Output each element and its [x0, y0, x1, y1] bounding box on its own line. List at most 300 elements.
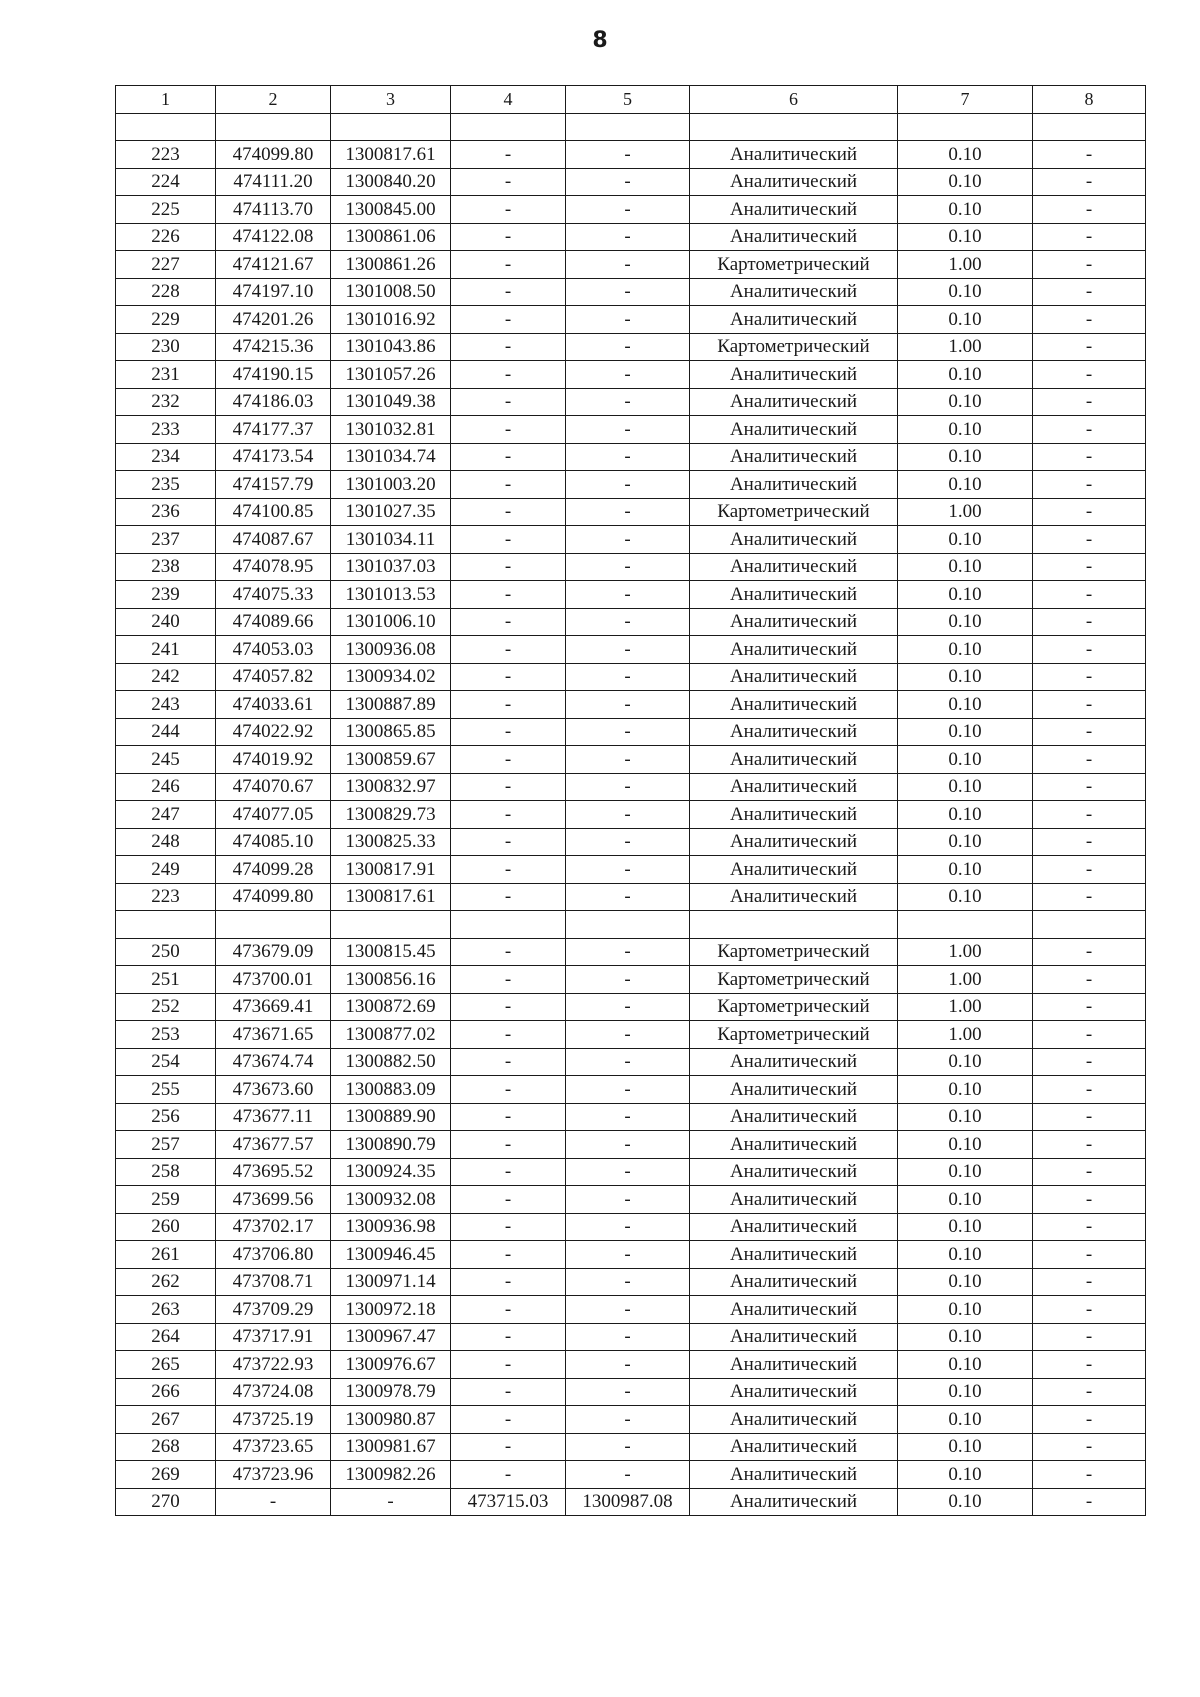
new-y-coordinate-cell: -: [566, 526, 690, 554]
accuracy-cell: 0.10: [898, 1076, 1033, 1104]
point-number-cell: 259: [116, 1186, 216, 1214]
point-number-cell: 256: [116, 1103, 216, 1131]
y-coordinate-cell: 1300946.45: [331, 1241, 451, 1269]
new-x-coordinate-cell: -: [451, 801, 566, 829]
accuracy-cell: 0.10: [898, 1186, 1033, 1214]
new-x-coordinate-cell: -: [451, 306, 566, 334]
new-x-coordinate-cell: -: [451, 1213, 566, 1241]
note-cell: -: [1033, 993, 1146, 1021]
note-cell: -: [1033, 883, 1146, 911]
column-header: 2: [216, 86, 331, 114]
x-coordinate-cell: 473674.74: [216, 1048, 331, 1076]
new-y-coordinate-cell: -: [566, 718, 690, 746]
point-number-cell: 235: [116, 471, 216, 499]
point-number-cell: 249: [116, 856, 216, 884]
x-coordinate-cell: 474077.05: [216, 801, 331, 829]
accuracy-cell: [898, 113, 1033, 141]
y-coordinate-cell: 1300845.00: [331, 196, 451, 224]
new-y-coordinate-cell: -: [566, 1186, 690, 1214]
new-x-coordinate-cell: -: [451, 196, 566, 224]
note-cell: -: [1033, 828, 1146, 856]
x-coordinate-cell: 474075.33: [216, 581, 331, 609]
y-coordinate-cell: 1300861.06: [331, 223, 451, 251]
method-cell: Аналитический: [690, 746, 898, 774]
new-x-coordinate-cell: -: [451, 1021, 566, 1049]
point-number-cell: 267: [116, 1406, 216, 1434]
y-coordinate-cell: [331, 911, 451, 939]
point-number-cell: 262: [116, 1268, 216, 1296]
method-cell: Аналитический: [690, 773, 898, 801]
new-x-coordinate-cell: -: [451, 663, 566, 691]
new-x-coordinate-cell: [451, 911, 566, 939]
new-x-coordinate-cell: -: [451, 828, 566, 856]
new-x-coordinate-cell: -: [451, 1296, 566, 1324]
y-coordinate-cell: 1300882.50: [331, 1048, 451, 1076]
new-y-coordinate-cell: -: [566, 1461, 690, 1489]
method-cell: Аналитический: [690, 801, 898, 829]
point-number-cell: 263: [116, 1296, 216, 1324]
new-x-coordinate-cell: -: [451, 581, 566, 609]
method-cell: Аналитический: [690, 663, 898, 691]
method-cell: Картометрический: [690, 993, 898, 1021]
new-y-coordinate-cell: -: [566, 388, 690, 416]
method-cell: Картометрический: [690, 966, 898, 994]
new-y-coordinate-cell: 1300987.08: [566, 1488, 690, 1516]
note-cell: -: [1033, 938, 1146, 966]
new-x-coordinate-cell: 473715.03: [451, 1488, 566, 1516]
new-x-coordinate-cell: -: [451, 1351, 566, 1379]
note-cell: -: [1033, 1076, 1146, 1104]
note-cell: -: [1033, 608, 1146, 636]
table-row: [116, 773, 1146, 801]
point-number-cell: 270: [116, 1488, 216, 1516]
method-cell: Картометрический: [690, 498, 898, 526]
table-row: [116, 361, 1146, 389]
new-x-coordinate-cell: -: [451, 1131, 566, 1159]
new-y-coordinate-cell: -: [566, 196, 690, 224]
note-cell: -: [1033, 691, 1146, 719]
accuracy-cell: 0.10: [898, 1268, 1033, 1296]
method-cell: Аналитический: [690, 1296, 898, 1324]
new-y-coordinate-cell: -: [566, 361, 690, 389]
y-coordinate-cell: 1300981.67: [331, 1433, 451, 1461]
y-coordinate-cell: 1300971.14: [331, 1268, 451, 1296]
new-x-coordinate-cell: -: [451, 691, 566, 719]
new-x-coordinate-cell: -: [451, 1433, 566, 1461]
table-row: [116, 1241, 1146, 1269]
method-cell: Картометрический: [690, 251, 898, 279]
new-y-coordinate-cell: [566, 911, 690, 939]
new-x-coordinate-cell: -: [451, 471, 566, 499]
new-y-coordinate-cell: -: [566, 416, 690, 444]
accuracy-cell: 0.10: [898, 1433, 1033, 1461]
accuracy-cell: 0.10: [898, 581, 1033, 609]
y-coordinate-cell: 1300817.61: [331, 883, 451, 911]
table-row: [116, 1433, 1146, 1461]
new-y-coordinate-cell: -: [566, 1268, 690, 1296]
new-x-coordinate-cell: -: [451, 141, 566, 169]
x-coordinate-cell: 474190.15: [216, 361, 331, 389]
table-row: [116, 1131, 1146, 1159]
column-header: 5: [566, 86, 690, 114]
x-coordinate-cell: 473708.71: [216, 1268, 331, 1296]
point-number-cell: 226: [116, 223, 216, 251]
table-body: [116, 113, 1146, 1516]
point-number-cell: 225: [116, 196, 216, 224]
accuracy-cell: 1.00: [898, 993, 1033, 1021]
new-x-coordinate-cell: -: [451, 443, 566, 471]
method-cell: Аналитический: [690, 1186, 898, 1214]
note-cell: -: [1033, 1186, 1146, 1214]
point-number-cell: [116, 911, 216, 939]
x-coordinate-cell: -: [216, 1488, 331, 1516]
y-coordinate-cell: [331, 113, 451, 141]
method-cell: Аналитический: [690, 608, 898, 636]
new-x-coordinate-cell: -: [451, 938, 566, 966]
new-y-coordinate-cell: -: [566, 1103, 690, 1131]
note-cell: -: [1033, 1296, 1146, 1324]
note-cell: -: [1033, 1351, 1146, 1379]
accuracy-cell: 1.00: [898, 498, 1033, 526]
x-coordinate-cell: 473673.60: [216, 1076, 331, 1104]
point-number-cell: 231: [116, 361, 216, 389]
point-number-cell: 268: [116, 1433, 216, 1461]
y-coordinate-cell: 1300817.61: [331, 141, 451, 169]
method-cell: Аналитический: [690, 1213, 898, 1241]
note-cell: -: [1033, 553, 1146, 581]
new-x-coordinate-cell: -: [451, 333, 566, 361]
coordinates-table: [115, 85, 1146, 1516]
x-coordinate-cell: 474111.20: [216, 168, 331, 196]
note-cell: -: [1033, 443, 1146, 471]
table-row: [116, 911, 1146, 939]
new-y-coordinate-cell: -: [566, 801, 690, 829]
method-cell: Аналитический: [690, 1131, 898, 1159]
y-coordinate-cell: 1300976.67: [331, 1351, 451, 1379]
accuracy-cell: 0.10: [898, 1158, 1033, 1186]
accuracy-cell: 0.10: [898, 278, 1033, 306]
new-y-coordinate-cell: [566, 113, 690, 141]
point-number-cell: 239: [116, 581, 216, 609]
point-number-cell: 258: [116, 1158, 216, 1186]
y-coordinate-cell: 1301037.03: [331, 553, 451, 581]
accuracy-cell: 0.10: [898, 141, 1033, 169]
new-x-coordinate-cell: -: [451, 388, 566, 416]
method-cell: Аналитический: [690, 168, 898, 196]
new-y-coordinate-cell: -: [566, 883, 690, 911]
accuracy-cell: 1.00: [898, 333, 1033, 361]
method-cell: Аналитический: [690, 1048, 898, 1076]
table-row: [116, 1406, 1146, 1434]
new-x-coordinate-cell: -: [451, 498, 566, 526]
new-y-coordinate-cell: -: [566, 278, 690, 306]
table-row: [116, 1021, 1146, 1049]
table-row: [116, 526, 1146, 554]
new-y-coordinate-cell: -: [566, 498, 690, 526]
table-row: [116, 113, 1146, 141]
method-cell: Аналитический: [690, 526, 898, 554]
point-number-cell: 269: [116, 1461, 216, 1489]
table-row: [116, 581, 1146, 609]
method-cell: Аналитический: [690, 1433, 898, 1461]
x-coordinate-cell: 474173.54: [216, 443, 331, 471]
x-coordinate-cell: 473677.57: [216, 1131, 331, 1159]
x-coordinate-cell: 473671.65: [216, 1021, 331, 1049]
new-x-coordinate-cell: -: [451, 553, 566, 581]
method-cell: Аналитический: [690, 1351, 898, 1379]
method-cell: Аналитический: [690, 1076, 898, 1104]
new-x-coordinate-cell: -: [451, 1406, 566, 1434]
new-x-coordinate-cell: -: [451, 1268, 566, 1296]
method-cell: Аналитический: [690, 388, 898, 416]
table-row: [116, 636, 1146, 664]
table-row: [116, 608, 1146, 636]
y-coordinate-cell: 1300889.90: [331, 1103, 451, 1131]
column-header: 1: [116, 86, 216, 114]
x-coordinate-cell: 473679.09: [216, 938, 331, 966]
method-cell: Аналитический: [690, 416, 898, 444]
new-x-coordinate-cell: -: [451, 1158, 566, 1186]
point-number-cell: 254: [116, 1048, 216, 1076]
x-coordinate-cell: 474201.26: [216, 306, 331, 334]
y-coordinate-cell: 1300829.73: [331, 801, 451, 829]
method-cell: Аналитический: [690, 1406, 898, 1434]
method-cell: [690, 911, 898, 939]
y-coordinate-cell: 1300978.79: [331, 1378, 451, 1406]
accuracy-cell: 0.10: [898, 608, 1033, 636]
note-cell: -: [1033, 773, 1146, 801]
note-cell: -: [1033, 333, 1146, 361]
x-coordinate-cell: 473702.17: [216, 1213, 331, 1241]
y-coordinate-cell: 1300883.09: [331, 1076, 451, 1104]
accuracy-cell: 0.10: [898, 663, 1033, 691]
table-row: [116, 223, 1146, 251]
y-coordinate-cell: -: [331, 1488, 451, 1516]
x-coordinate-cell: 474022.92: [216, 718, 331, 746]
method-cell: Аналитический: [690, 856, 898, 884]
accuracy-cell: 1.00: [898, 251, 1033, 279]
point-number-cell: 264: [116, 1323, 216, 1351]
x-coordinate-cell: 474197.10: [216, 278, 331, 306]
y-coordinate-cell: 1301006.10: [331, 608, 451, 636]
x-coordinate-cell: 474099.80: [216, 883, 331, 911]
accuracy-cell: 0.10: [898, 856, 1033, 884]
table-row: [116, 1268, 1146, 1296]
new-x-coordinate-cell: -: [451, 1076, 566, 1104]
table-row: [116, 1323, 1146, 1351]
accuracy-cell: 0.10: [898, 306, 1033, 334]
new-y-coordinate-cell: -: [566, 1241, 690, 1269]
new-y-coordinate-cell: -: [566, 663, 690, 691]
new-y-coordinate-cell: -: [566, 306, 690, 334]
table-row: [116, 196, 1146, 224]
y-coordinate-cell: 1301016.92: [331, 306, 451, 334]
method-cell: Аналитический: [690, 1461, 898, 1489]
note-cell: -: [1033, 306, 1146, 334]
accuracy-cell: 1.00: [898, 1021, 1033, 1049]
x-coordinate-cell: 474078.95: [216, 553, 331, 581]
accuracy-cell: 0.10: [898, 361, 1033, 389]
accuracy-cell: 0.10: [898, 526, 1033, 554]
y-coordinate-cell: 1301032.81: [331, 416, 451, 444]
note-cell: -: [1033, 416, 1146, 444]
y-coordinate-cell: 1301008.50: [331, 278, 451, 306]
new-y-coordinate-cell: -: [566, 1296, 690, 1324]
method-cell: Аналитический: [690, 718, 898, 746]
note-cell: -: [1033, 168, 1146, 196]
new-x-coordinate-cell: -: [451, 1378, 566, 1406]
x-coordinate-cell: 473717.91: [216, 1323, 331, 1351]
x-coordinate-cell: 474122.08: [216, 223, 331, 251]
point-number-cell: 243: [116, 691, 216, 719]
x-coordinate-cell: 474099.80: [216, 141, 331, 169]
y-coordinate-cell: 1300861.26: [331, 251, 451, 279]
point-number-cell: 252: [116, 993, 216, 1021]
new-y-coordinate-cell: -: [566, 1131, 690, 1159]
accuracy-cell: 0.10: [898, 636, 1033, 664]
x-coordinate-cell: 474099.28: [216, 856, 331, 884]
new-y-coordinate-cell: -: [566, 966, 690, 994]
x-coordinate-cell: 474053.03: [216, 636, 331, 664]
method-cell: Аналитический: [690, 581, 898, 609]
new-x-coordinate-cell: -: [451, 223, 566, 251]
new-x-coordinate-cell: -: [451, 1103, 566, 1131]
new-y-coordinate-cell: -: [566, 333, 690, 361]
accuracy-cell: 0.10: [898, 1296, 1033, 1324]
x-coordinate-cell: [216, 113, 331, 141]
method-cell: Картометрический: [690, 333, 898, 361]
note-cell: -: [1033, 251, 1146, 279]
point-number-cell: 238: [116, 553, 216, 581]
table-row: [116, 883, 1146, 911]
new-x-coordinate-cell: -: [451, 168, 566, 196]
y-coordinate-cell: 1300856.16: [331, 966, 451, 994]
note-cell: -: [1033, 966, 1146, 994]
x-coordinate-cell: [216, 911, 331, 939]
table-row: [116, 718, 1146, 746]
note-cell: -: [1033, 278, 1146, 306]
new-x-coordinate-cell: -: [451, 856, 566, 884]
note-cell: -: [1033, 581, 1146, 609]
accuracy-cell: 0.10: [898, 801, 1033, 829]
new-x-coordinate-cell: -: [451, 1461, 566, 1489]
point-number-cell: 227: [116, 251, 216, 279]
table-row: [116, 443, 1146, 471]
note-cell: -: [1033, 746, 1146, 774]
note-cell: -: [1033, 1268, 1146, 1296]
table-row: [116, 828, 1146, 856]
method-cell: Аналитический: [690, 691, 898, 719]
accuracy-cell: 0.10: [898, 1461, 1033, 1489]
point-number-cell: 223: [116, 141, 216, 169]
new-x-coordinate-cell: -: [451, 718, 566, 746]
point-number-cell: 230: [116, 333, 216, 361]
new-y-coordinate-cell: -: [566, 581, 690, 609]
new-x-coordinate-cell: [451, 113, 566, 141]
note-cell: -: [1033, 1048, 1146, 1076]
accuracy-cell: 1.00: [898, 966, 1033, 994]
new-y-coordinate-cell: -: [566, 1048, 690, 1076]
x-coordinate-cell: 473725.19: [216, 1406, 331, 1434]
point-number-cell: 242: [116, 663, 216, 691]
point-number-cell: 241: [116, 636, 216, 664]
x-coordinate-cell: 474089.66: [216, 608, 331, 636]
method-cell: Аналитический: [690, 471, 898, 499]
new-y-coordinate-cell: -: [566, 856, 690, 884]
table-row: [116, 663, 1146, 691]
new-y-coordinate-cell: -: [566, 1433, 690, 1461]
new-y-coordinate-cell: -: [566, 471, 690, 499]
new-y-coordinate-cell: -: [566, 691, 690, 719]
point-number-cell: 240: [116, 608, 216, 636]
note-cell: -: [1033, 801, 1146, 829]
x-coordinate-cell: 474121.67: [216, 251, 331, 279]
x-coordinate-cell: 473695.52: [216, 1158, 331, 1186]
column-header: 7: [898, 86, 1033, 114]
point-number-cell: 237: [116, 526, 216, 554]
new-x-coordinate-cell: -: [451, 1048, 566, 1076]
y-coordinate-cell: 1300825.33: [331, 828, 451, 856]
y-coordinate-cell: 1300936.08: [331, 636, 451, 664]
new-y-coordinate-cell: -: [566, 251, 690, 279]
method-cell: Аналитический: [690, 636, 898, 664]
note-cell: -: [1033, 141, 1146, 169]
point-number-cell: 265: [116, 1351, 216, 1379]
table-row: [116, 691, 1146, 719]
point-number-cell: 261: [116, 1241, 216, 1269]
table-row: [116, 1076, 1146, 1104]
method-cell: Аналитический: [690, 223, 898, 251]
accuracy-cell: 0.10: [898, 1131, 1033, 1159]
point-number-cell: 260: [116, 1213, 216, 1241]
x-coordinate-cell: 474113.70: [216, 196, 331, 224]
note-cell: -: [1033, 223, 1146, 251]
y-coordinate-cell: 1301057.26: [331, 361, 451, 389]
method-cell: Картометрический: [690, 1021, 898, 1049]
new-x-coordinate-cell: -: [451, 416, 566, 444]
point-number-cell: 234: [116, 443, 216, 471]
method-cell: Аналитический: [690, 1488, 898, 1516]
table-row: [116, 1186, 1146, 1214]
point-number-cell: 229: [116, 306, 216, 334]
table-row: [116, 471, 1146, 499]
x-coordinate-cell: 474057.82: [216, 663, 331, 691]
y-coordinate-cell: 1300815.45: [331, 938, 451, 966]
table-row: [116, 966, 1146, 994]
new-y-coordinate-cell: -: [566, 168, 690, 196]
new-y-coordinate-cell: -: [566, 636, 690, 664]
table-row: [116, 1158, 1146, 1186]
page-number: 8: [592, 28, 608, 53]
accuracy-cell: 0.10: [898, 388, 1033, 416]
new-x-coordinate-cell: -: [451, 746, 566, 774]
table-row: [116, 553, 1146, 581]
note-cell: [1033, 911, 1146, 939]
note-cell: -: [1033, 1103, 1146, 1131]
new-x-coordinate-cell: -: [451, 1241, 566, 1269]
table-row: [116, 1351, 1146, 1379]
table-row: [116, 938, 1146, 966]
note-cell: -: [1033, 1241, 1146, 1269]
method-cell: Картометрический: [690, 938, 898, 966]
method-cell: Аналитический: [690, 196, 898, 224]
new-y-coordinate-cell: -: [566, 938, 690, 966]
method-cell: Аналитический: [690, 1103, 898, 1131]
method-cell: Аналитический: [690, 1268, 898, 1296]
new-y-coordinate-cell: -: [566, 1406, 690, 1434]
accuracy-cell: 0.10: [898, 1406, 1033, 1434]
point-number-cell: 247: [116, 801, 216, 829]
